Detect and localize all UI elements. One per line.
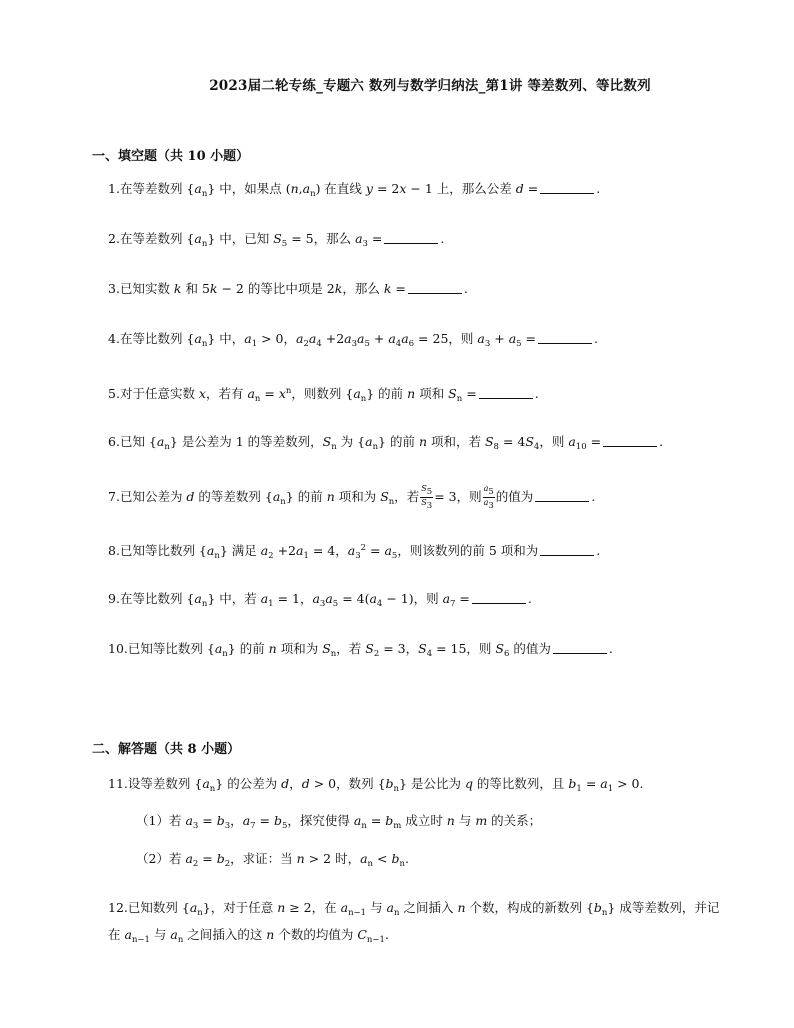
- answer-blank: [540, 182, 594, 194]
- answer-blank: [540, 544, 594, 556]
- question-6: 6.已知 $\{a_n\}$ 是公差为 1 的等差数列，$S_n$ 为 $\{a_n\}$ 的前 n 项和，若 $S_8 = 4S_4$，则 $a_{10}$ = .: [108, 434, 664, 452]
- question-number: 1.: [108, 181, 120, 196]
- question-7: 7.已知公差为 d 的等差数列 $\{a_n\}$ 的前 n 项和为 $S_n$，若 $\frac{S_5}{S_3}$ = 3，则 $\frac{a_5}{a_3}$ 的值为 .: [108, 484, 596, 511]
- question-10: 10.已知等比数列 $\{a_n\}$ 的前 n 项和为 $S_n$，若 $S_2 = 3$，$S_4 = 15$，则 $S_6$ 的值为 .: [108, 641, 613, 659]
- answer-blank: [603, 435, 657, 447]
- answer-blank: [408, 282, 462, 294]
- section-fill-in-heading: 一、填空题（共 10 小题）: [92, 149, 250, 164]
- answer-blank: [538, 332, 592, 344]
- section-solution-heading: 二、解答题（共 8 小题）: [92, 742, 241, 757]
- document-title: 2023届二轮专练_专题六 数列与数学归纳法_第1讲 等差数列、等比数列: [209, 78, 651, 94]
- question-4: 4.在等比数列 $\{a_n\}$ 中，$a_1 > 0$，$a_2a_4 +2a_3a_5 + a_4a_6 = 25$，则 $a_3 + a_5$ = .: [108, 331, 598, 349]
- question-2: 2.在等差数列 $\{a_n\}$ 中，已知 $S_5 = 5$，那么 $a_3$ = .: [108, 231, 445, 249]
- question-9: 9.在等比数列 $\{a_n\}$ 中，若 $a_1 = 1$，$a_3a_5 = 4(a_4 - 1)$，则 $a_7$ = .: [108, 591, 532, 609]
- question-11: 11.设等差数列 $\{a_n\}$ 的公差为 d，d > 0，数列 $\{b_n\}$ 是公比为 q 的等比数列，且 $b_1 = a_1 > 0$.: [108, 776, 644, 794]
- answer-blank: [472, 592, 526, 604]
- fraction-s5-s3: $\frac{S_5}{S_3}$: [421, 484, 433, 511]
- question-number: 7.: [108, 489, 120, 504]
- question-number: 5.: [108, 386, 120, 401]
- question-11-part-1: （1）若 $a_3 = b_3$，$a_7 = b_5$，探究使得 $a_n = b_m$ 成立时 n 与 m 的关系；: [136, 813, 542, 831]
- question-5: 5.对于任意实数 x，若有 $a_n = x^n$，则数列 $\{a_n\}$ 的前 n 项和 $S_n$ = .: [108, 386, 539, 404]
- question-8: 8.已知等比数列 $\{a_n\}$ 满足 $a_2 +2a_1 = 4$，$a_3^2 = a_5$，则该数列的前 5 项和为 .: [108, 543, 601, 561]
- answer-blank: [384, 232, 438, 244]
- answer-blank: [479, 387, 533, 399]
- question-number: 12.: [108, 900, 128, 915]
- fraction-a5-a3: $\frac{a_5}{a_3}$: [483, 484, 494, 511]
- question-11-part-2: （2）若 $a_2 = b_2$，求证：当 n > 2 时，$a_n < b_n$.: [136, 851, 409, 869]
- question-number: 9.: [108, 591, 120, 606]
- question-number: 6.: [108, 434, 120, 449]
- question-number: 2.: [108, 231, 120, 246]
- question-1: 1.在等差数列 $\{a_n\}$ 中，如果点 $(n,a_n)$ 在直线 y = 2x − 1 上，那么公差 d = .: [108, 181, 601, 199]
- answer-blank: [553, 642, 607, 654]
- answer-blank: [535, 490, 589, 502]
- question-number: 8.: [108, 543, 120, 558]
- question-3: 3.已知实数 k 和 5k − 2 的等比中项是 2k，那么 k = .: [108, 281, 468, 296]
- question-12: 12.已知数列 $\{a_n\}$，对于任意 n ≥ 2，在 $a_{n-1}$ 与 $a_n$ 之间插入 n 个数，构成的新数列 $\{b_n\}$ 成等差数列，并记在 $a_{n-1}$ 与 $a_n$ 之间插入的这 n 个数的均值为 $C_{n-1}$.: [108, 900, 720, 945]
- question-number: 3.: [108, 281, 120, 296]
- question-number: 11.: [108, 776, 128, 791]
- question-number: 10.: [108, 641, 128, 656]
- question-number: 4.: [108, 331, 120, 346]
